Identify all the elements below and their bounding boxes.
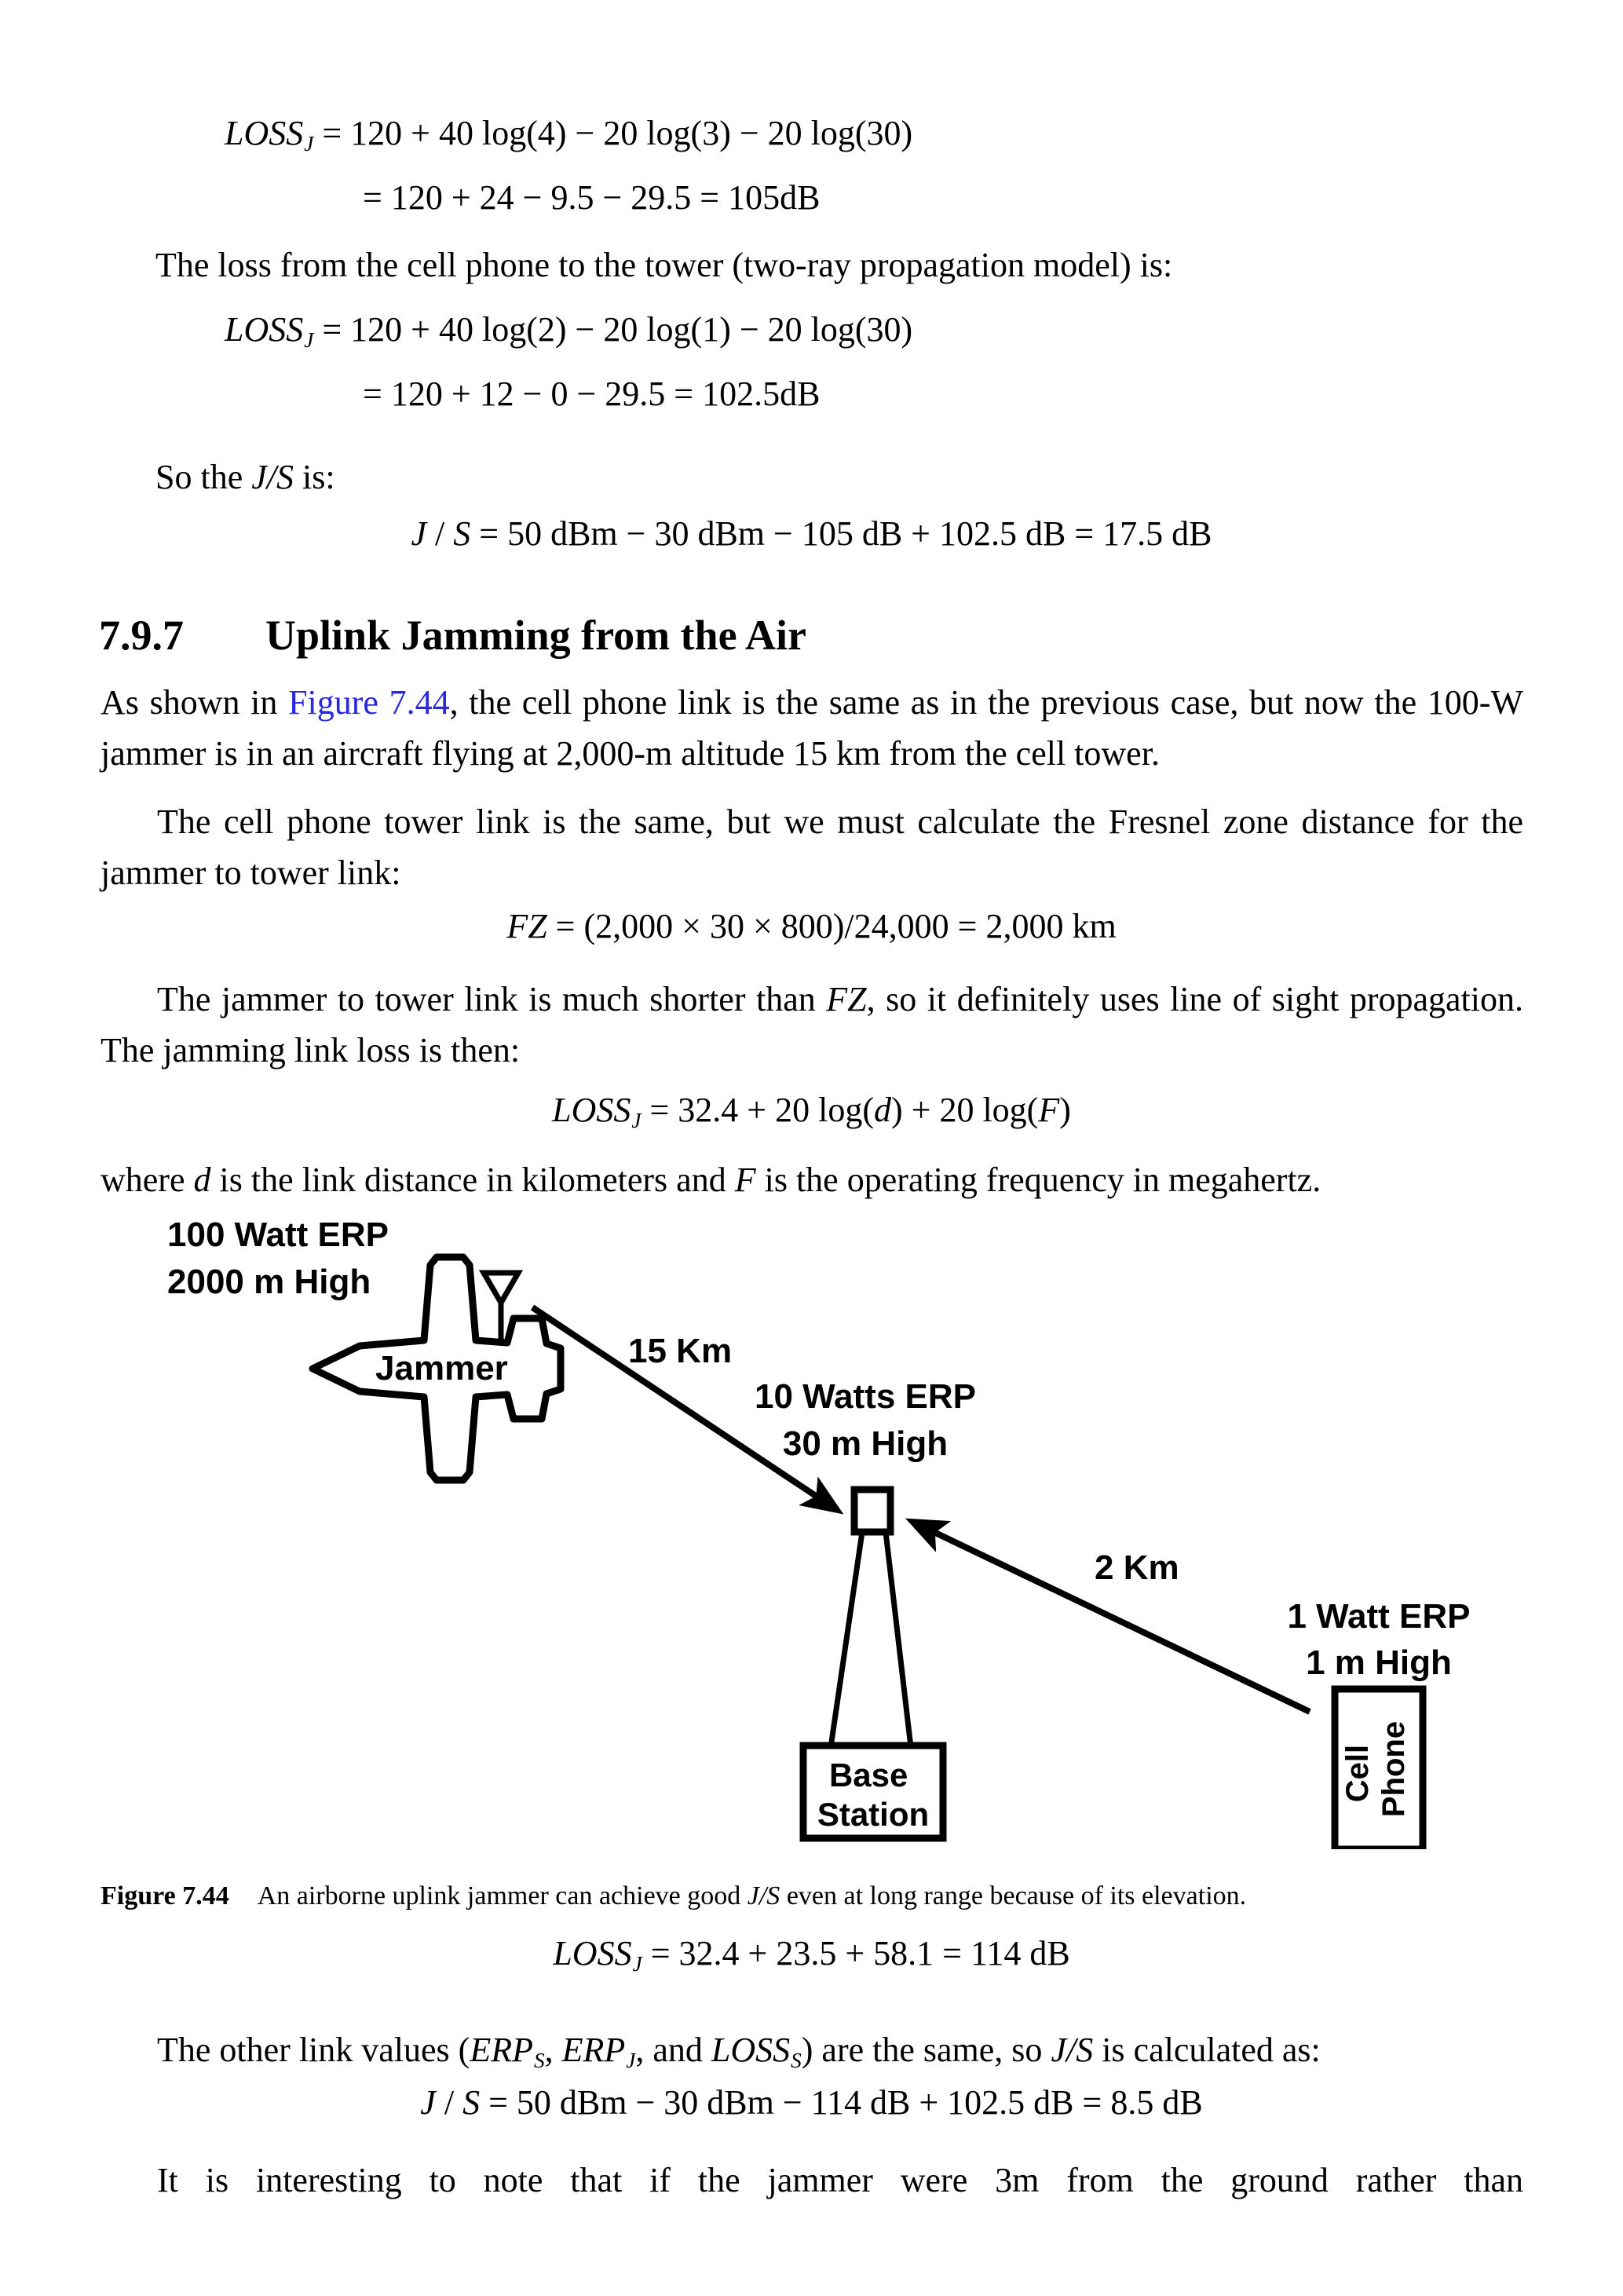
section-title: Uplink Jamming from the Air: [265, 612, 807, 659]
equation-js-air: J / S = 50 dBm − 30 dBm − 114 dB + 102.5 dB = 8.5 dB: [420, 2083, 1203, 2122]
paragraph-jammer-link: The jammer to tower link is much shorter than FZ, so it definitely uses line of sight propagation. The jamming link loss is then:: [101, 980, 1523, 1069]
phone-erp-label: 1 Watt ERP: [1287, 1597, 1471, 1636]
cell-phone-label: Cell Phone: [1340, 1720, 1411, 1818]
section-heading: [99, 611, 806, 660]
equation-js-ground: J / S = 50 dBm − 30 dBm − 105 dB + 102.5 dB = 17.5 dB: [411, 514, 1212, 553]
equation-fresnel-zone: FZ = (2,000 × 30 × 800)/24,000 = 2,000 km: [506, 907, 1117, 945]
equation-loss-jammer-4km-result: = 120 + 24 − 9.5 − 29.5 = 105dB: [363, 178, 821, 217]
figure-caption-label: Figure 7.44: [101, 1881, 229, 1910]
base-station-label: Base Station: [817, 1757, 930, 1833]
section-number: 7.9.7: [99, 612, 184, 659]
jammer-distance-label: 15 Km: [628, 1332, 733, 1370]
paragraph-where: where d is the link distance in kilometers and F is the operating frequency in megahertz.: [101, 1161, 1321, 1199]
paragraph-fresnel: The cell phone tower link is the same, but we must calculate the Fresnel zone distance for the jammer to tower link:: [101, 803, 1523, 892]
paragraph-as-shown: [101, 677, 1523, 779]
equation-loss-phone-2km-result: = 120 + 12 − 0 − 29.5 = 102.5dB: [363, 375, 821, 413]
equation-loss-jammer-4km: LOSSJ = 120 + 40 log(4) − 20 log(3) − 20 log(30): [225, 114, 913, 156]
base-station-tower-icon: [831, 1490, 911, 1747]
figure-caption: [101, 1878, 1523, 1914]
figure-caption-text: An airborne uplink jammer can achieve good J/S even at long range because of its elevation.: [257, 1881, 1247, 1910]
jammer-label: Jammer: [375, 1349, 508, 1387]
jammer-erp-label: 100 Watt ERP: [167, 1216, 389, 1254]
paragraph-two-ray-intro: The loss from the cell phone to the tower (two-ray propagation model) is:: [155, 246, 1173, 284]
equation-loss-air: LOSSJ = 32.4 + 23.5 + 58.1 = 114 dB: [553, 1934, 1070, 1976]
tower-erp-label: 10 Watts ERP: [754, 1377, 977, 1416]
paragraph-so-js: So the J/S is:: [155, 458, 335, 496]
phone-height-label: 1 m High: [1306, 1643, 1452, 1682]
figure-744-link[interactable]: Figure 7.44: [288, 683, 450, 722]
equation-loss-phone-2km: LOSSJ = 120 + 40 log(2) − 20 log(1) − 20 log(30): [225, 310, 913, 353]
phone-distance-label: 2 Km: [1095, 1548, 1179, 1587]
figure-7-44-diagram: [0, 1205, 1623, 1849]
paragraph-text: As shown in: [101, 683, 289, 722]
paragraph-interesting: It is interesting to note that if the jammer were 3m from the ground rather than: [157, 2161, 1523, 2199]
equation-loss-line-of-sight: LOSSJ = 32.4 + 20 log(d) + 20 log(F): [552, 1091, 1071, 1133]
jammer-altitude-label: 2000 m High: [167, 1263, 371, 1301]
paragraph-text: , the cell phone link is the same as in the previous case, but now the 100-W jammer is in an aircraft flying at 2,000-m altitude 15 km from the cell tower.: [101, 683, 1523, 773]
paragraph-other-values: The other link values (ERPS, ERPJ, and LOSSS) are the same, so J/S is calculated as:: [157, 2031, 1321, 2073]
tower-height-label: 30 m High: [782, 1424, 949, 1463]
